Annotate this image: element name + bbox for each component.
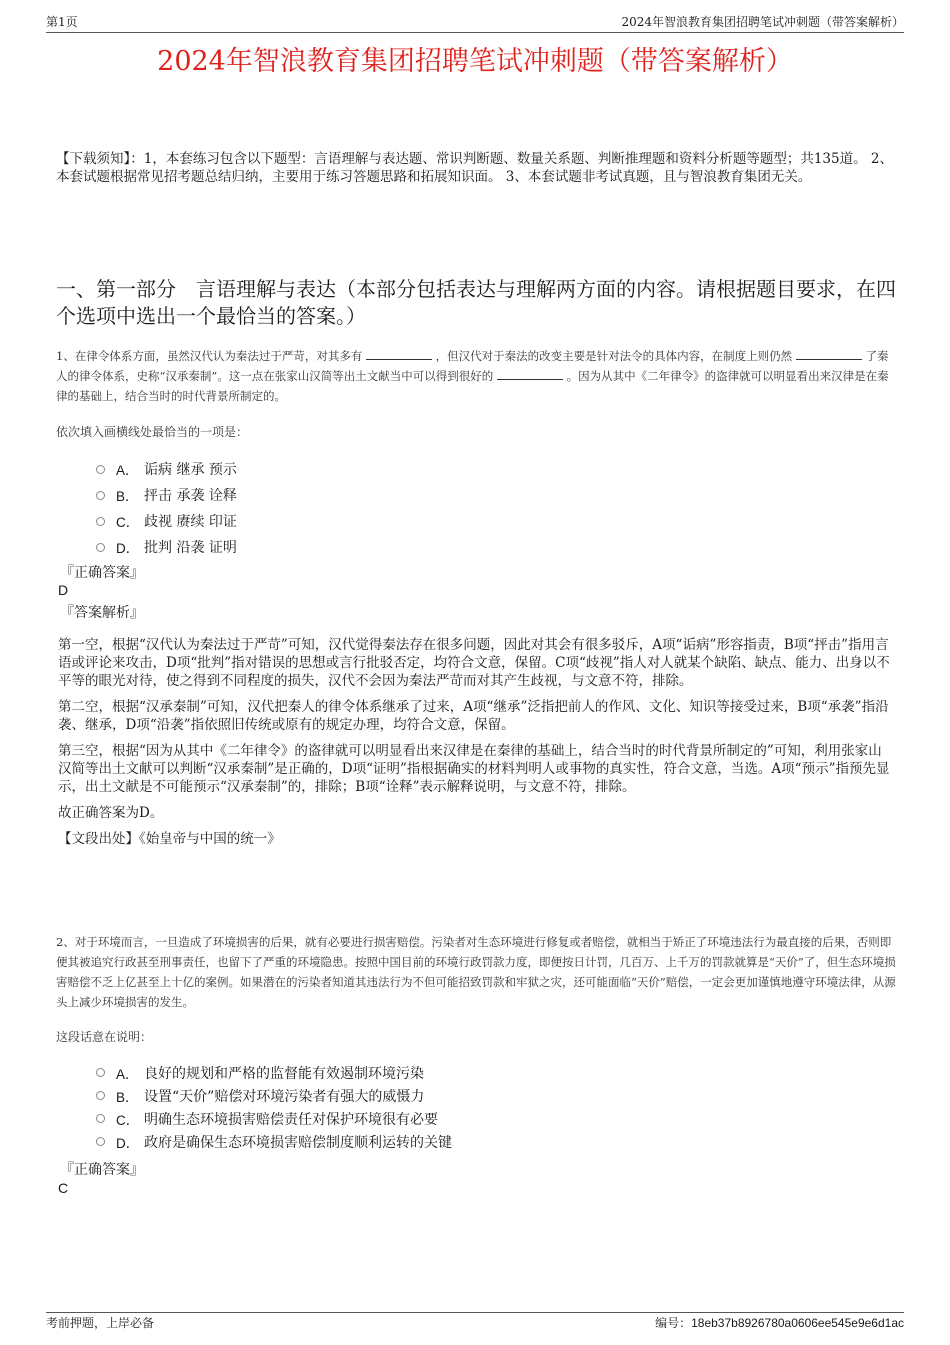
- question-2-prompt: 这段话意在说明：: [56, 1030, 153, 1044]
- option-d[interactable]: D． 政府是确保生态环境损害赔偿制度顺利运转的关键: [96, 1130, 452, 1153]
- page-header: [46, 14, 904, 33]
- analysis-paragraph: 第三空，根据“因为从其中《二年律令》的盗律就可以明显看出来汉律是在秦律的基础上，结合当时的时代背景所制定的”可知，利用张家山汉简等出土文献可以判断“汉承秦制”是正确的，D项“证明”指根据确实的材料判明人或事物的真实性，符合文意，当选。A项“预示”指预先显示，出土文献是不可能预示“汉承秦制”的，排除；B项“诠释”表示解释说明，与文意不符，排除。: [58, 743, 890, 795]
- correct-answer-label: 『正确答案』: [60, 1162, 144, 1178]
- radio-icon[interactable]: [96, 1091, 105, 1100]
- radio-icon[interactable]: [96, 517, 105, 526]
- question-1-prompt: 依次填入画横线处最恰当的一项是：: [56, 425, 249, 439]
- option-c[interactable]: C． 歧视 赓续 印证: [96, 508, 237, 534]
- question-1-text: 1、在律令体系方面，虽然汉代认为秦法过于严苛，对其多有 ，但汉代对于秦法的改变主要是针对法令的具体内容，在制度上则仍然 了秦人的律令体系，史称“汉承秦制”。这一点在张家山汉简等出土文献当中可以得到很好的 。因为从其中《二年律令》的盗律就可以明显看出来汉律是在秦律的基础上，结合当时的时代背景所制定的。: [56, 349, 889, 403]
- footer-slogan: 考前押题，上岸必备: [46, 1316, 155, 1330]
- option-b[interactable]: B． 抨击 承袭 诠释: [96, 482, 237, 508]
- radio-icon[interactable]: [96, 491, 105, 500]
- header-doc-title: 2024年智浪教育集团招聘笔试冲刺题（带答案解析）: [621, 15, 904, 29]
- page-footer: [46, 1312, 904, 1330]
- option-d[interactable]: D． 批判 沿袭 证明: [96, 534, 237, 560]
- analysis-paragraph: 第一空，根据“汉代认为秦法过于严苛”可知，汉代觉得秦法存在很多问题，因此对其会有很多驳斥，A项“诟病”形容指责，B项“抨击”指用言语或评论来攻击，D项“批判”指对错误的思想或言行批驳否定，均符合文意，保留。C项“歧视”指人对人就某个缺陷、缺点、能力、出身以不平等的眼光对待，使之得到不同程度的损失，汉代不会因为秦法严苛而对其产生歧视，与文意不符，排除。: [58, 637, 890, 689]
- correct-answer-value: C: [58, 1180, 69, 1196]
- question-2-text: 2、对于环境而言，一旦造成了环境损害的后果，就有必要进行损害赔偿。污染者对生态环境进行修复或者赔偿，就相当于矫正了环境违法行为最直接的后果，否则即便其被追究行政甚至刑事责任，也留下了严重的环境隐患。按照中国目前的环境行政罚款力度，即便按日计罚，几百万、上千万的罚款就算是“天价”了，但生态环境损害赔偿不乏上亿甚至上十亿的案例。如果潜在的污染者知道其违法行为不但可能招致罚款和牢狱之灾，还可能面临“天价”赔偿，一定会更加谨慎地遵守环境法律，从源头上减少环境损害的发生。: [56, 935, 896, 1009]
- analysis-conclusion: 故正确答案为D。: [58, 805, 164, 821]
- question-1-options: [96, 456, 237, 560]
- question-2-options: [96, 1061, 452, 1153]
- option-c[interactable]: C． 明确生态环境损害赔偿责任对保护环境很有必要: [96, 1107, 452, 1130]
- radio-icon[interactable]: [96, 1114, 105, 1123]
- radio-icon[interactable]: [96, 1137, 105, 1146]
- download-notice: 【下载须知】：1，本套练习包含以下题型：言语理解与表达题、常识判断题、数量关系题、判断推理题和资料分析题等题型；共135道。 2、本套试题根据常见招考题总结归纳，主要用于练习答题思路和拓展知识面。 3、本套试题非考试真题，且与智浪教育集团无关。: [56, 151, 893, 185]
- blank-2: [796, 347, 862, 360]
- footer-code: 编号：18eb37b8926780a0606ee545e9e6d1ac: [655, 1316, 904, 1330]
- section-title: 一、第一部分 言语理解与表达（本部分包括表达与理解两方面的内容。请根据题目要求，在四个选项中选出一个最恰当的答案。）: [56, 277, 896, 328]
- radio-icon[interactable]: [96, 543, 105, 552]
- analysis-label: 『答案解析』: [60, 605, 144, 621]
- blank-3: [497, 367, 563, 380]
- option-a[interactable]: A． 良好的规划和严格的监督能有效遏制环境污染: [96, 1061, 452, 1084]
- option-a[interactable]: A． 诟病 继承 预示: [96, 456, 237, 482]
- radio-icon[interactable]: [96, 1068, 105, 1077]
- correct-answer-label: 『正确答案』: [60, 565, 144, 581]
- text-source: 【文段出处】《始皇帝与中国的统一》: [58, 831, 281, 847]
- correct-answer-value: D: [58, 582, 69, 598]
- analysis-body: [58, 636, 892, 856]
- page-number: 第1页: [46, 15, 78, 29]
- analysis-paragraph: 第二空，根据“汉承秦制”可知，汉代把秦人的律令体系继承了过来，A项“继承”泛指把前人的作风、文化、知识等接受过来，B项“承袭”指沿袭、继承，D项“沿袭”指依照旧传统或原有的规定办理，均符合文意，保留。: [58, 699, 889, 733]
- radio-icon[interactable]: [96, 465, 105, 474]
- page-title: 2024年智浪教育集团招聘笔试冲刺题（带答案解析）: [157, 46, 793, 77]
- option-b[interactable]: B． 设置“天价”赔偿对环境污染者有强大的威慑力: [96, 1084, 452, 1107]
- blank-1: [366, 347, 432, 360]
